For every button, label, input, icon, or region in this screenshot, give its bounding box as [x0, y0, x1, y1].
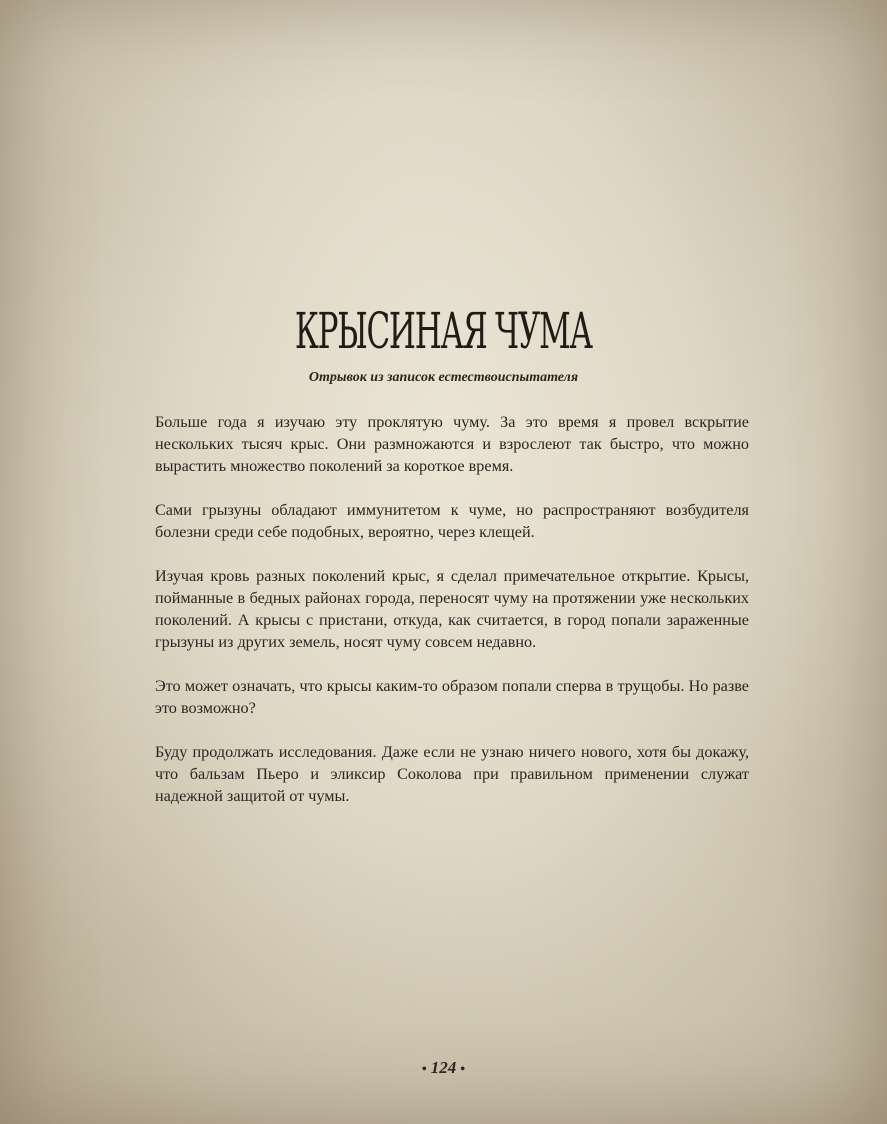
page-number-dot-left: • [421, 1062, 427, 1077]
paragraph-1: Больше года я изучаю эту проклятую чуму. За это время я провел вскрытие нескольких тысяч крыс. Они размножаются и взрослеют так быстро, что можно вырастить множество поколений за короткое время. [155, 413, 749, 475]
paragraph-3: Изучая кровь разных поколений крыс, я сделал примечательное открытие. Крысы, пойманные в бедных районах города, переносят чуму на протяжении уже нескольких поколений. А крысы с пристани, откуда, как считается, в город попали зараженные грызуны из других земель, носят чуму совсем недавно. [155, 567, 749, 651]
paragraph-2: Сами грызуны обладают иммунитетом к чуме, но распространяют возбудителя болезни среди себе подобных, вероятно, через клещей. [155, 501, 749, 541]
page-title: КРЫСИНАЯ ЧУМА [294, 302, 592, 360]
page-number [0, 1058, 887, 1078]
page-number-dot-right: • [460, 1062, 466, 1077]
paragraph-4: Это может означать, что крысы каким-то образом попали сперва в трущобы. Но разве это возможно? [155, 677, 749, 717]
page-number-value: 124 [430, 1058, 457, 1077]
paragraph-5: Буду продолжать исследования. Даже если не узнаю ничего нового, хотя бы докажу, что бальзам Пьеро и эликсир Соколова при правильном применении служат надежной защитой от чумы. [155, 743, 749, 805]
body-text [155, 411, 749, 829]
page-subtitle: Отрывок из записок естествоиспытателя [308, 370, 579, 385]
